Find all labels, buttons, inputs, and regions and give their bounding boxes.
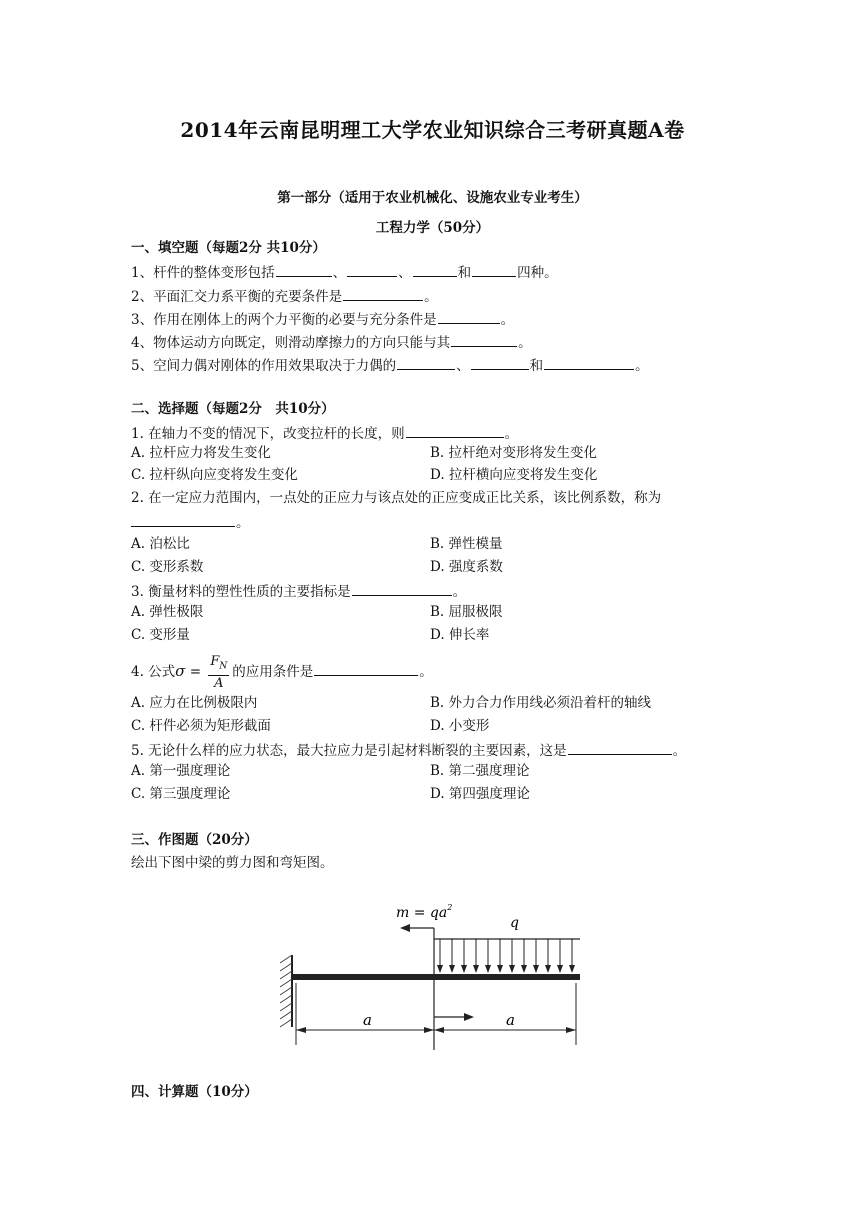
section3-instruction: 绘出下图中梁的剪力图和弯矩图。 — [131, 855, 334, 871]
answer-blank[interactable] — [406, 422, 504, 438]
option-d[interactable]: D. 第四强度理论 — [430, 786, 530, 802]
dim-label-left: a — [363, 1011, 372, 1029]
answer-blank[interactable] — [276, 261, 332, 277]
s1-question-4: 4、物体运动方向既定，则滑动摩擦力的方向只能与其 。 — [131, 331, 532, 353]
option-b[interactable]: B. 第二强度理论 — [430, 763, 530, 779]
s2-question-3: 3. 衡量材料的塑性性质的主要指标是 。 — [131, 580, 466, 602]
answer-blank[interactable] — [314, 660, 418, 676]
option-a[interactable]: A. 第一强度理论 — [131, 763, 231, 779]
option-a[interactable]: A. 拉杆应力将发生变化 — [131, 445, 271, 461]
option-b[interactable]: B. 外力合力作用线必须沿着杆的轴线 — [430, 695, 652, 711]
beam-diagram — [270, 895, 590, 1055]
option-d[interactable]: D. 小变形 — [430, 718, 490, 734]
section3-heading: 三、作图题（20分） — [131, 832, 258, 848]
option-d[interactable]: D. 强度系数 — [430, 559, 503, 575]
load-arrow-head — [449, 965, 455, 973]
answer-blank[interactable] — [451, 331, 517, 347]
load-arrow-head — [461, 965, 467, 973]
answer-blank[interactable] — [544, 354, 634, 370]
option-b[interactable]: B. 弹性模量 — [430, 536, 503, 552]
option-c[interactable]: C. 杆件必须为矩形截面 — [131, 718, 271, 734]
page-title: 2014年云南昆明理工大学农业知识综合三考研真题A卷 — [180, 118, 685, 142]
s2-question-1: 1. 在轴力不变的情况下，改变拉杆的长度，则 。 — [131, 422, 518, 444]
answer-blank[interactable] — [347, 261, 397, 277]
s1-question-2: 2、平面汇交力系平衡的充要条件是 。 — [131, 285, 438, 307]
answer-blank[interactable] — [438, 308, 500, 324]
load-arrows — [437, 939, 575, 973]
sigma-symbol: σ — [175, 661, 186, 680]
s2-question-2-blank-line: 。 — [131, 511, 250, 533]
wall-hatching — [280, 955, 292, 1027]
answer-blank[interactable] — [352, 580, 452, 596]
option-b[interactable]: B. 屈服极限 — [430, 604, 503, 620]
load-arrow-head — [497, 965, 503, 973]
option-b[interactable]: B. 拉杆绝对变形将发生变化 — [430, 445, 598, 461]
answer-blank[interactable] — [397, 354, 455, 370]
option-a[interactable]: A. 应力在比例极限内 — [131, 695, 258, 711]
dim-label-right: a — [506, 1011, 515, 1029]
s2-question-4: 4. 公式σ = $\frac{F_N}{A}$ 的应用条件是 。 — [131, 654, 433, 691]
option-d[interactable]: D. 伸长率 — [430, 627, 490, 643]
answer-blank[interactable] — [471, 354, 529, 370]
part-heading: 第一部分（适用于农业机械化、设施农业专业考生） — [277, 190, 588, 206]
option-c[interactable]: C. 第三强度理论 — [131, 786, 231, 802]
option-c[interactable]: C. 拉杆纵向应变将发生变化 — [131, 467, 298, 483]
load-arrow-head — [569, 965, 575, 973]
option-d[interactable]: D. 拉杆横向应变将发生变化 — [430, 467, 598, 483]
answer-blank[interactable] — [413, 261, 457, 277]
option-a[interactable]: A. 泊松比 — [131, 536, 190, 552]
load-arrow-head — [473, 965, 479, 973]
load-arrow-head — [509, 965, 515, 973]
subject-heading: 工程力学（50分） — [375, 220, 490, 236]
formula-fraction: $\frac{F_N}{A}$ — [210, 654, 228, 691]
moment-label: $m = qa^2$ — [396, 903, 453, 921]
load-arrow-head — [545, 965, 551, 973]
s1-question-1: 1、杆件的整体变形包括 、 、 和 四种。 — [131, 261, 558, 283]
load-arrow-head — [557, 965, 563, 973]
s2-question-5: 5. 无论什么样的应力状态，最大拉应力是引起材料断裂的主要因素，这是 。 — [131, 739, 686, 761]
section2-heading: 二、选择题（每题2分 共10分） — [131, 401, 335, 417]
load-arrow-head — [521, 965, 527, 973]
s1-question-3: 3、作用在刚体上的两个力平衡的必要与充分条件是 。 — [131, 308, 514, 330]
load-arrow-head — [533, 965, 539, 973]
option-c[interactable]: C. 变形系数 — [131, 559, 204, 575]
section1-heading: 一、填空题（每题2分 共10分） — [131, 240, 326, 256]
load-arrow-head — [485, 965, 491, 973]
answer-blank[interactable] — [343, 285, 423, 301]
moment-arrow-head-top — [400, 924, 410, 932]
s1-question-5: 5、空间力偶对刚体的作用效果取决于力偶的 、 和 。 — [131, 354, 649, 376]
s2-question-2: 2. 在一定应力范围内，一点处的正应力与该点处的正应变成正比关系，该比例系数，称为 — [131, 490, 662, 506]
load-arrow-head — [437, 965, 443, 973]
answer-blank[interactable] — [568, 739, 672, 755]
option-a[interactable]: A. 弹性极限 — [131, 604, 204, 620]
beam — [292, 974, 580, 980]
answer-blank[interactable] — [131, 511, 235, 527]
moment-arrow-head-bottom — [464, 1013, 474, 1021]
option-c[interactable]: C. 变形量 — [131, 627, 190, 643]
answer-blank[interactable] — [472, 261, 516, 277]
load-label: q — [510, 915, 519, 931]
section4-heading: 四、计算题（10分） — [131, 1084, 258, 1100]
